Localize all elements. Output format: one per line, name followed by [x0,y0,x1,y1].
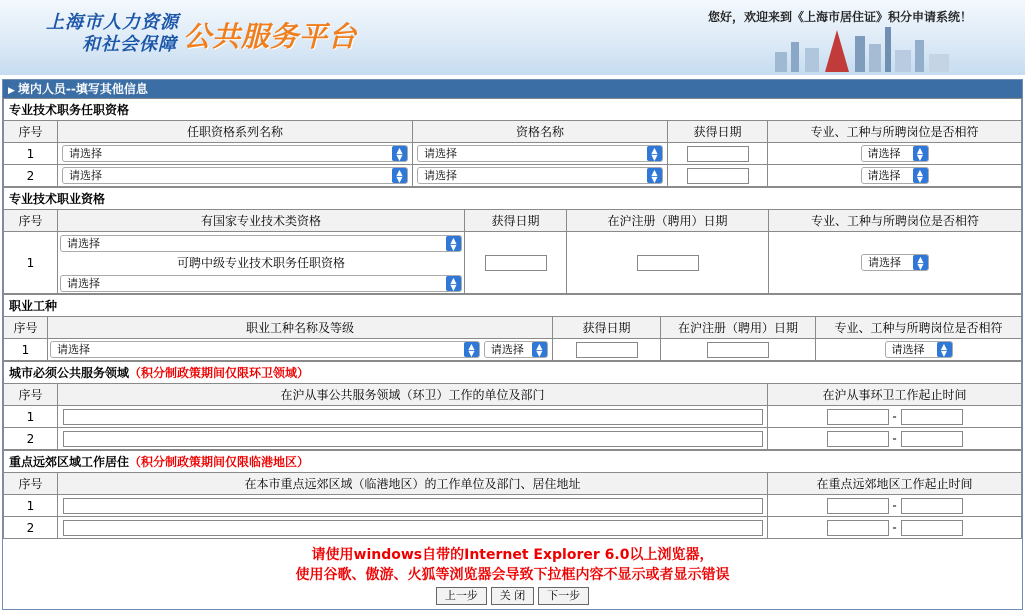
notice-line-1: 请使用windows自带的Internet Explorer 6.0以上浏览器， [311,547,714,563]
prev-button[interactable]: 上一步 [436,587,487,605]
col-header-date: 获得日期 [553,317,661,339]
end-date-input[interactable] [901,409,963,425]
col-header-employer: 在沪从事公共服务领域（环卫）工作的单位及部门 [58,384,768,406]
col-header-period: 在沪从事环卫工作起止时间 [768,384,1022,406]
col-header-series: 任职资格系列名称 [58,121,413,143]
start-date-input[interactable] [827,520,889,536]
convertible-title-label: 可聘中级专业技术职务任职资格 [176,255,345,270]
qualification-select[interactable]: 请选择 ▲ ▼ [417,145,663,162]
col-header-no: 序号 [4,473,58,495]
employer-input[interactable] [63,431,763,447]
logo-line1: 上海市人力资源 [46,12,179,33]
col-header-date: 获得日期 [668,121,768,143]
section-professional-title-table [3,98,1022,187]
section-suburb-table [3,450,1022,539]
form-title: 境内人员--填写其他信息 [17,82,148,96]
col-header-date: 获得日期 [465,210,567,232]
table-row [4,143,1022,165]
next-button[interactable]: 下一步 [538,587,589,605]
browser-notice [3,545,1022,585]
section-public-service-table [3,361,1022,450]
match-select[interactable]: 请选择 ▲ ▼ [861,145,929,162]
section-title-1: 专业技术职务任职资格 [4,99,1022,121]
col-header-national-qualification: 有国家专业技术类资格 [58,210,465,232]
table-row [4,232,1022,294]
section-occupation-table [3,294,1022,361]
row-number: 1 [4,406,58,428]
chevron-updown-icon: ▲ ▼ [647,146,662,161]
chevron-updown-icon: ▲ ▼ [464,342,479,357]
register-date-input[interactable] [707,342,769,358]
logo-platform: 公共服务平台 [183,20,358,53]
chevron-updown-icon: ▲ ▼ [392,146,407,161]
series-select[interactable]: 请选择 ▲ ▼ [62,145,408,162]
col-header-register-date: 在沪注册（聘用）日期 [661,317,816,339]
triangle-right-icon: ▶ [8,86,15,96]
chevron-updown-icon: ▲ ▼ [647,168,662,183]
row-number: 1 [4,339,48,361]
form-title-bar [3,80,1022,98]
chevron-updown-icon: ▲ ▼ [532,342,547,357]
match-select[interactable]: 请选择 ▲ ▼ [861,167,929,184]
col-header-qualification: 资格名称 [413,121,668,143]
national-qualification-select[interactable]: 请选择 ▲ ▼ [60,235,462,252]
table-row [4,339,1022,361]
series-select[interactable]: 请选择 ▲ ▼ [62,167,408,184]
col-header-match: 专业、工种与所聘岗位是否相符 [768,121,1022,143]
section-professional-qualification-table [3,187,1022,294]
section-note-4: （积分制政策期间仅限环卫领域） [129,366,310,380]
row-number: 1 [4,143,58,165]
col-header-match: 专业、工种与所聘岗位是否相符 [769,210,1022,232]
table-row: 2 - [4,517,1022,539]
notice-line-2: 使用谷歌、傲游、火狐等浏览器会导致下拉框内容不显示或者显示错误 [295,567,730,583]
chevron-updown-icon: ▲ ▼ [446,236,461,251]
logo-line2: 和社会保障 [82,34,177,55]
close-button[interactable]: 关 闭 [491,587,535,605]
table-row: 2 - [4,428,1022,450]
section-title-3: 职业工种 [4,295,1022,317]
obtain-date-input[interactable] [576,342,638,358]
end-date-input[interactable] [901,520,963,536]
skyline-icon [765,22,965,72]
occupation-name-select[interactable]: 请选择 ▲ ▼ [50,341,480,358]
col-header-no: 序号 [4,121,58,143]
row-number: 1 [4,495,58,517]
employer-address-input[interactable] [63,520,763,536]
start-date-input[interactable] [827,431,889,447]
row-number: 1 [4,232,58,294]
col-header-no: 序号 [4,384,58,406]
chevron-updown-icon: ▲ ▼ [913,168,928,183]
welcome-text: 您好，欢迎来到《上海市居住证》积分申请系统！ [708,10,973,24]
table-row [4,165,1022,187]
row-number: 2 [4,165,58,187]
row-number: 2 [4,428,58,450]
col-header-match: 专业、工种与所聘岗位是否相符 [816,317,1022,339]
table-row: 1 - [4,406,1022,428]
register-date-input[interactable] [637,255,699,271]
col-header-employer-address: 在本市重点远郊区域（临港地区）的工作单位及部门、居住地址 [58,473,768,495]
employer-address-input[interactable] [63,498,763,514]
obtain-date-input[interactable] [687,146,749,162]
qualification-select[interactable]: 请选择 ▲ ▼ [417,167,663,184]
page-header [0,0,1025,75]
button-bar [3,587,1022,605]
end-date-input[interactable] [901,498,963,514]
start-date-input[interactable] [827,409,889,425]
section-title-5: 重点远郊区域工作居住（积分制政策期间仅限临港地区） [4,451,1022,473]
end-date-input[interactable] [901,431,963,447]
section-note-5: （积分制政策期间仅限临港地区） [129,455,310,469]
section-title-2: 专业技术职业资格 [4,188,1022,210]
col-header-period: 在重点远郊地区工作起止时间 [768,473,1022,495]
obtain-date-input[interactable] [687,168,749,184]
section-title-4: 城市必须公共服务领域（积分制政策期间仅限环卫领域） [4,362,1022,384]
col-header-no: 序号 [4,210,58,232]
occupation-level-select[interactable]: 请选择 ▲ ▼ [484,341,548,358]
col-header-occupation: 职业工种名称及等级 [48,317,553,339]
chevron-updown-icon: ▲ ▼ [937,342,952,357]
chevron-updown-icon: ▲ ▼ [913,255,928,270]
convertible-title-select[interactable]: 请选择 ▲ ▼ [60,275,462,292]
col-header-no: 序号 [4,317,48,339]
col-header-register-date: 在沪注册（聘用）日期 [567,210,769,232]
match-select[interactable]: 请选择 ▲ ▼ [861,254,929,271]
chevron-updown-icon: ▲ ▼ [446,276,461,291]
table-row: 1 - [4,495,1022,517]
match-select[interactable]: 请选择 ▲ ▼ [885,341,953,358]
chevron-updown-icon: ▲ ▼ [913,146,928,161]
obtain-date-input[interactable] [485,255,547,271]
chevron-updown-icon: ▲ ▼ [392,168,407,183]
start-date-input[interactable] [827,498,889,514]
employer-input[interactable] [63,409,763,425]
form-container [2,79,1023,610]
row-number: 2 [4,517,58,539]
